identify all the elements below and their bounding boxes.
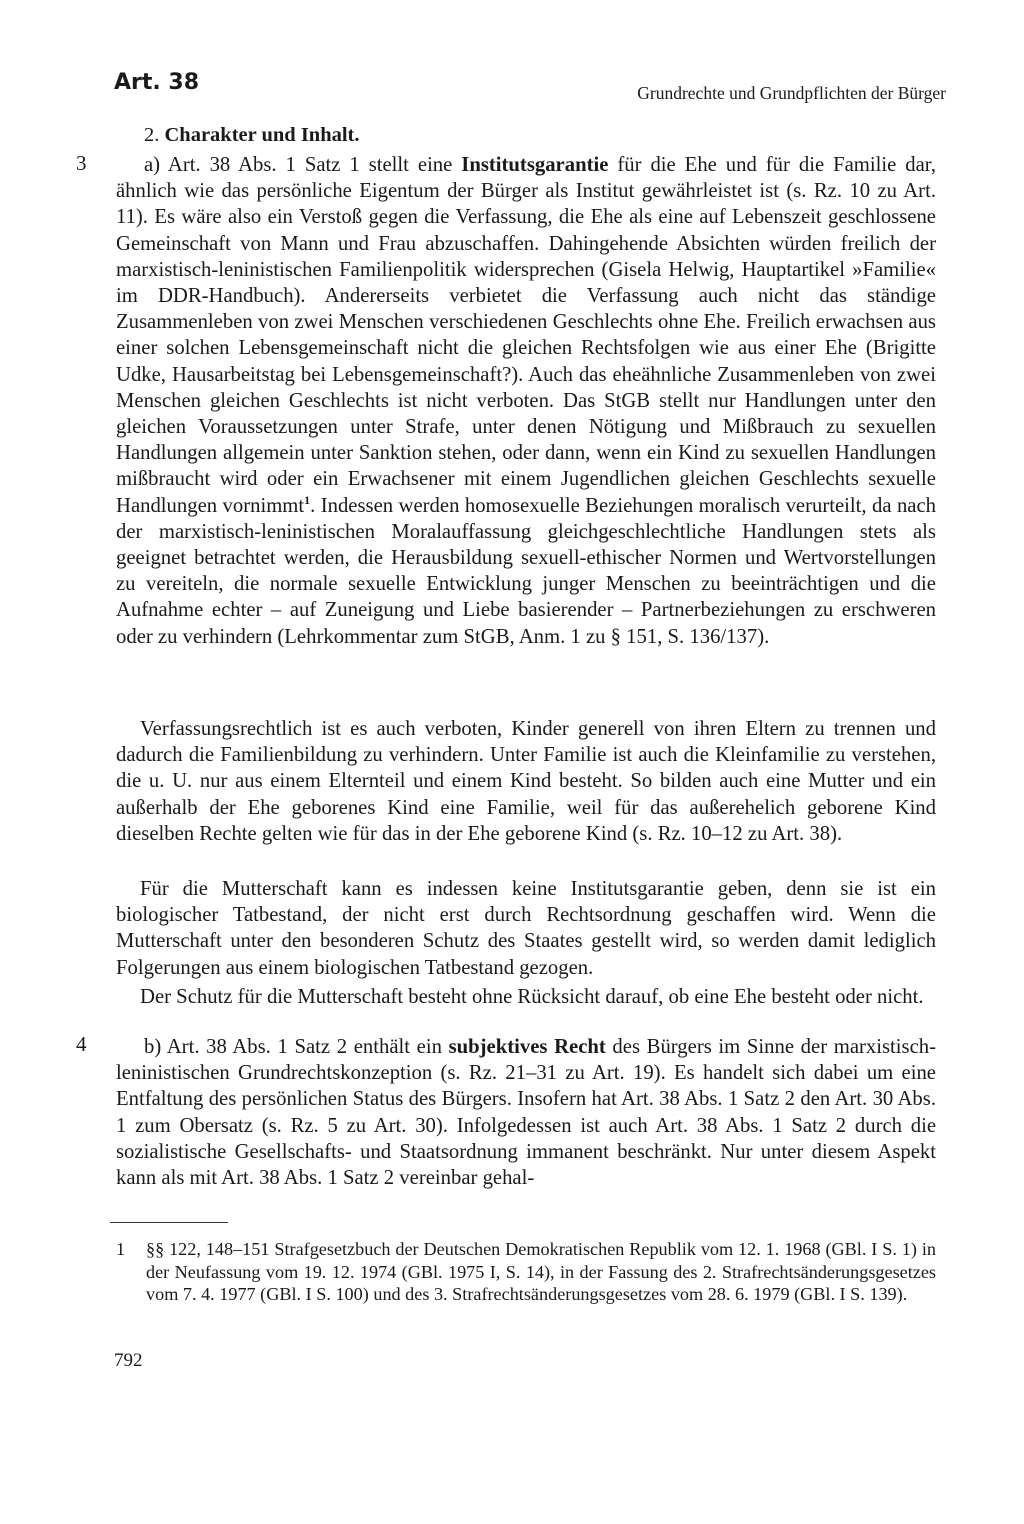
paragraph-3-text: Für die Mutterschaft kann es indessen keine Institutsgarantie geben, denn sie ist ein biologischer Tatbestand, der nicht erst durch Rechtsordnung geschaffen wird. Wenn die Mutterschaft unter den besonderen Schutz des Staates gestellt wird, so werden damit lediglich Folgerungen aus einem biologischen Tatbestand gezogen. [116,878,936,979]
paragraph-a-intro: a) Art. 38 Abs. 1 Satz 1 stellt eine [144,154,462,176]
margin-number-4: 4 [76,1032,87,1056]
paragraph-b-body: des Bürgers im Sinne der marxistisch-leninistischen Grundrechtskonzeption (s. Rz. 21–31 zu Art. 19). Es handelt sich dabei um eine Entfaltung des persönlichen Status des Bürgers. Insofern hat Art. 38 Abs. 1 Satz 2 den Art. 30 Abs. 1 zum Obersatz (s. Rz. 5 zu Art. 30). Infolgedessen ist auch Art. 38 Abs. 1 Satz 2 durch die sozialistische Gesellschafts- und Staatsordnung immanent beschränkt. Nur unter diesem Aspekt kann als mit Art. 38 Abs. 1 Satz 2 vereinbar gehal- [116,1036,936,1190]
footnote-reference: 1 [304,492,311,507]
section-number: 2. [144,124,160,146]
page-number: 792 [114,1350,143,1371]
paragraph-b-intro: b) Art. 38 Abs. 1 Satz 2 enthält ein [144,1036,449,1058]
paragraph-3 [116,876,936,981]
paragraph-4-text: Der Schutz für die Mutterschaft besteht ohne Rücksicht darauf, ob eine Ehe besteht oder nicht. [140,986,924,1008]
paragraph-a-text [116,152,936,650]
footnote [116,1238,936,1306]
running-title: Grundrechte und Grundpflichten der Bürger [637,83,946,103]
paragraph-a [116,152,936,650]
paragraph-a-tail: . Indessen werden homosexuelle Beziehungen moralisch verurteilt, da nach der marxistisch-leninistischen Moralauffassung gleichgeschlechtliche Handlungen stets als geeignet betrachtet werden, die Herausbildung sexuell-ethischer Normen und Wertvorstellungen zu vereiteln, die normale sexuelle Entwicklung junger Menschen zu beeinträchtigen und die Aufnahme echter – auf Zuneigung und Liebe basierender – Partnerbeziehungen zu erschweren oder zu verhindern (Lehrkommentar zum StGB, Anm. 1 zu § 151, S. 136/137). [116,494,936,648]
section-heading [144,124,360,147]
keyword-subjektives-recht: subjektives Recht [448,1036,606,1058]
paragraph-2 [116,716,936,847]
footnote-divider [110,1222,228,1223]
margin-number-3: 3 [76,151,87,175]
footnote-text: §§ 122, 148–151 Strafgesetzbuch der Deutschen Demokratischen Republik vom 12. 1. 1968 (GBl. I S. 1) in der Neufassung vom 19. 12. 1974 (GBl. 1975 I, S. 14), in der Fassung des 2. Strafrechtsänderungsgesetzes vom 7. 4. 1977 (GBl. I S. 100) und des 3. Strafrechtsänderungsgesetzes vom 28. 6. 1979 (GBl. I S. 139). [146,1239,936,1304]
paragraph-a-body: für die Ehe und für die Familie dar, ähnlich wie das persönliche Eigentum der Bürger als Institut gewährleistet ist (s. Rz. 10 zu Art. 11). Es wäre also ein Verstoß gegen die Verfassung, die Ehe als eine auf Lebenszeit geschlossene Gemeinschaft von Mann und Frau abzuschaffen. Dahingehende Absichten würden freilich der marxistisch-leninistischen Familienpolitik widersprechen (Gisela Helwig, Hauptartikel »Familie« im DDR-Handbuch). Andererseits verbietet die Verfassung auch nicht das ständige Zusammenleben von zwei Menschen verschiedenen Geschlechts ohne Ehe. Freilich erwachsen aus einer solchen Lebensgemeinschaft nicht die gleichen Rechtsfolgen wie aus einer Ehe (Brigitte Udke, Hausarbeitstag bei Lebensgemeinschaft?). Auch das eheähnliche Zusammenleben von zwei Menschen gleichen Geschlechts ist nicht verboten. Das StGB stellt nur Handlungen unter den gleichen Voraussetzungen unter Strafe, unter denen Nötigung und Mißbrauch zu sexuellen Handlungen allgemein unter Sanktion stehen, oder dann, wenn ein Kind zu sexuellen Handlungen mißbraucht wird oder ein Erwachsener mit einem Jugendlichen gleichen Geschlechts sexuelle Handlungen vornimmt [116,154,936,517]
paragraph-b-text [116,1034,936,1191]
section-title: Charakter und Inhalt. [164,124,360,146]
footnote-number: 1 [116,1239,126,1259]
keyword-institutsgarantie: Institutsgarantie [461,154,609,176]
paragraph-4 [116,984,936,1010]
paragraph-2-text: Verfassungsrechtlich ist es auch verboten, Kinder generell von ihren Eltern zu trennen und dadurch die Familienbildung zu verhindern. Unter Familie ist auch die Kleinfamilie zu verstehen, die u. U. nur aus einem Elternteil und einem Kind besteht. So bilden auch eine Mutter und ein außerhalb der Ehe geborenes Kind eine Familie, weil für das außerehelich geborene Kind dieselben Rechte gelten wie für das in der Ehe geborene Kind (s. Rz. 10–12 zu Art. 38). [116,718,936,845]
article-heading: Art. 38 [114,70,200,95]
paragraph-b [116,1034,936,1191]
